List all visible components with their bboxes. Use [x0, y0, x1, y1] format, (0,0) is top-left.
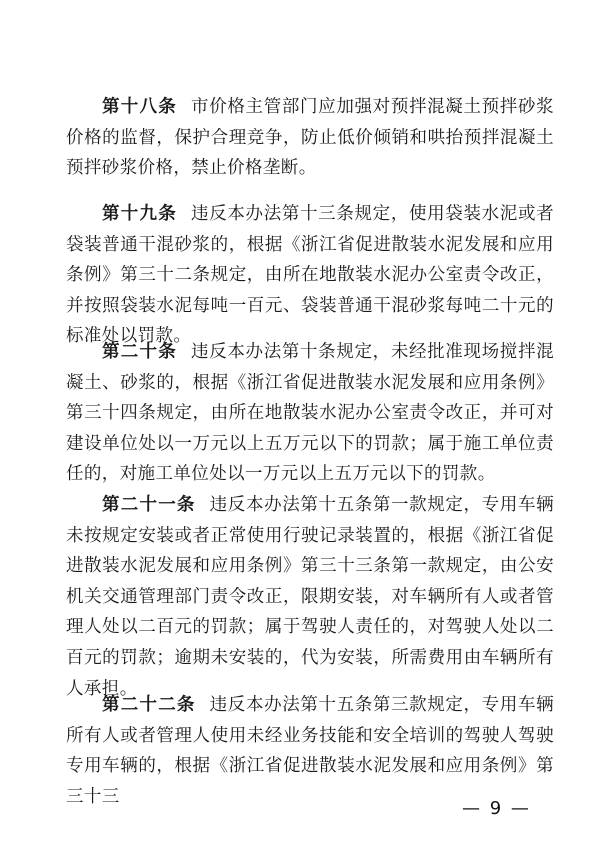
- article-paragraph: [66, 490, 554, 704]
- article-body: 市价格主管部门应加强对预拌混凝土预拌砂浆价格的监督，保护合理竞争，防止低价倾销和哄抬预拌混凝土预拌砂浆价格，禁止价格垄断。: [66, 97, 555, 179]
- article-body: 违反本办法第十五条第一款规定，专用车辆未按规定安装或者正常使用行驶记录装置的，根据《浙江省促进散装水泥发展和应用条例》第三十三条第一款规定，由公安机关交通管理部门责令改正，限期安装，对车辆所有人或者管理人处以二百元的罚款；属于驾驶人责任的，对驾驶人处以二百元的罚款；逾期未安装的，代为安装，所需费用由车辆所有人承担。: [66, 495, 554, 699]
- page-number: — 9 —: [462, 798, 531, 819]
- article-body: 违反本办法第十三条规定，使用袋装水泥或者袋装普通干混砂浆的，根据《浙江省促进散装水泥发展和应用条例》第三十二条规定，由所在地散装水泥办公室责令改正，并按照袋装水泥每吨一百元、袋装普通干混砂浆每吨二十元的标准处以罚款。: [66, 204, 555, 347]
- article-heading: 第二十一条: [102, 495, 196, 515]
- article-body: 违反本办法第十五条第三款规定，专用车辆所有人或者管理人使用未经业务技能和安全培训的驾驶人驾驶专用车辆的，根据《浙江省促进散装水泥发展和应用条例》第三十三: [66, 695, 554, 807]
- article-18: [66, 92, 554, 184]
- article-20: [66, 337, 554, 490]
- article-heading: 第二十二条: [102, 695, 196, 715]
- article-heading: 第十九条: [102, 204, 178, 224]
- article-paragraph: [66, 92, 554, 184]
- article-paragraph: [66, 690, 554, 812]
- article-paragraph: [66, 337, 554, 490]
- article-paragraph: [66, 199, 554, 352]
- article-22: [66, 690, 554, 812]
- article-heading: 第十八条: [102, 97, 178, 117]
- article-heading: 第二十条: [102, 342, 178, 362]
- article-21: [66, 490, 554, 704]
- article-body: 违反本办法第十条规定，未经批准现场搅拌混凝土、砂浆的，根据《浙江省促进散装水泥发展和应用条例》第三十四条规定，由所在地散装水泥办公室责令改正，并可对建设单位处以一万元以上五万元以下的罚款；属于施工单位责任的，对施工单位处以一万元以上五万元以下的罚款。: [66, 342, 555, 485]
- article-19: [66, 199, 554, 352]
